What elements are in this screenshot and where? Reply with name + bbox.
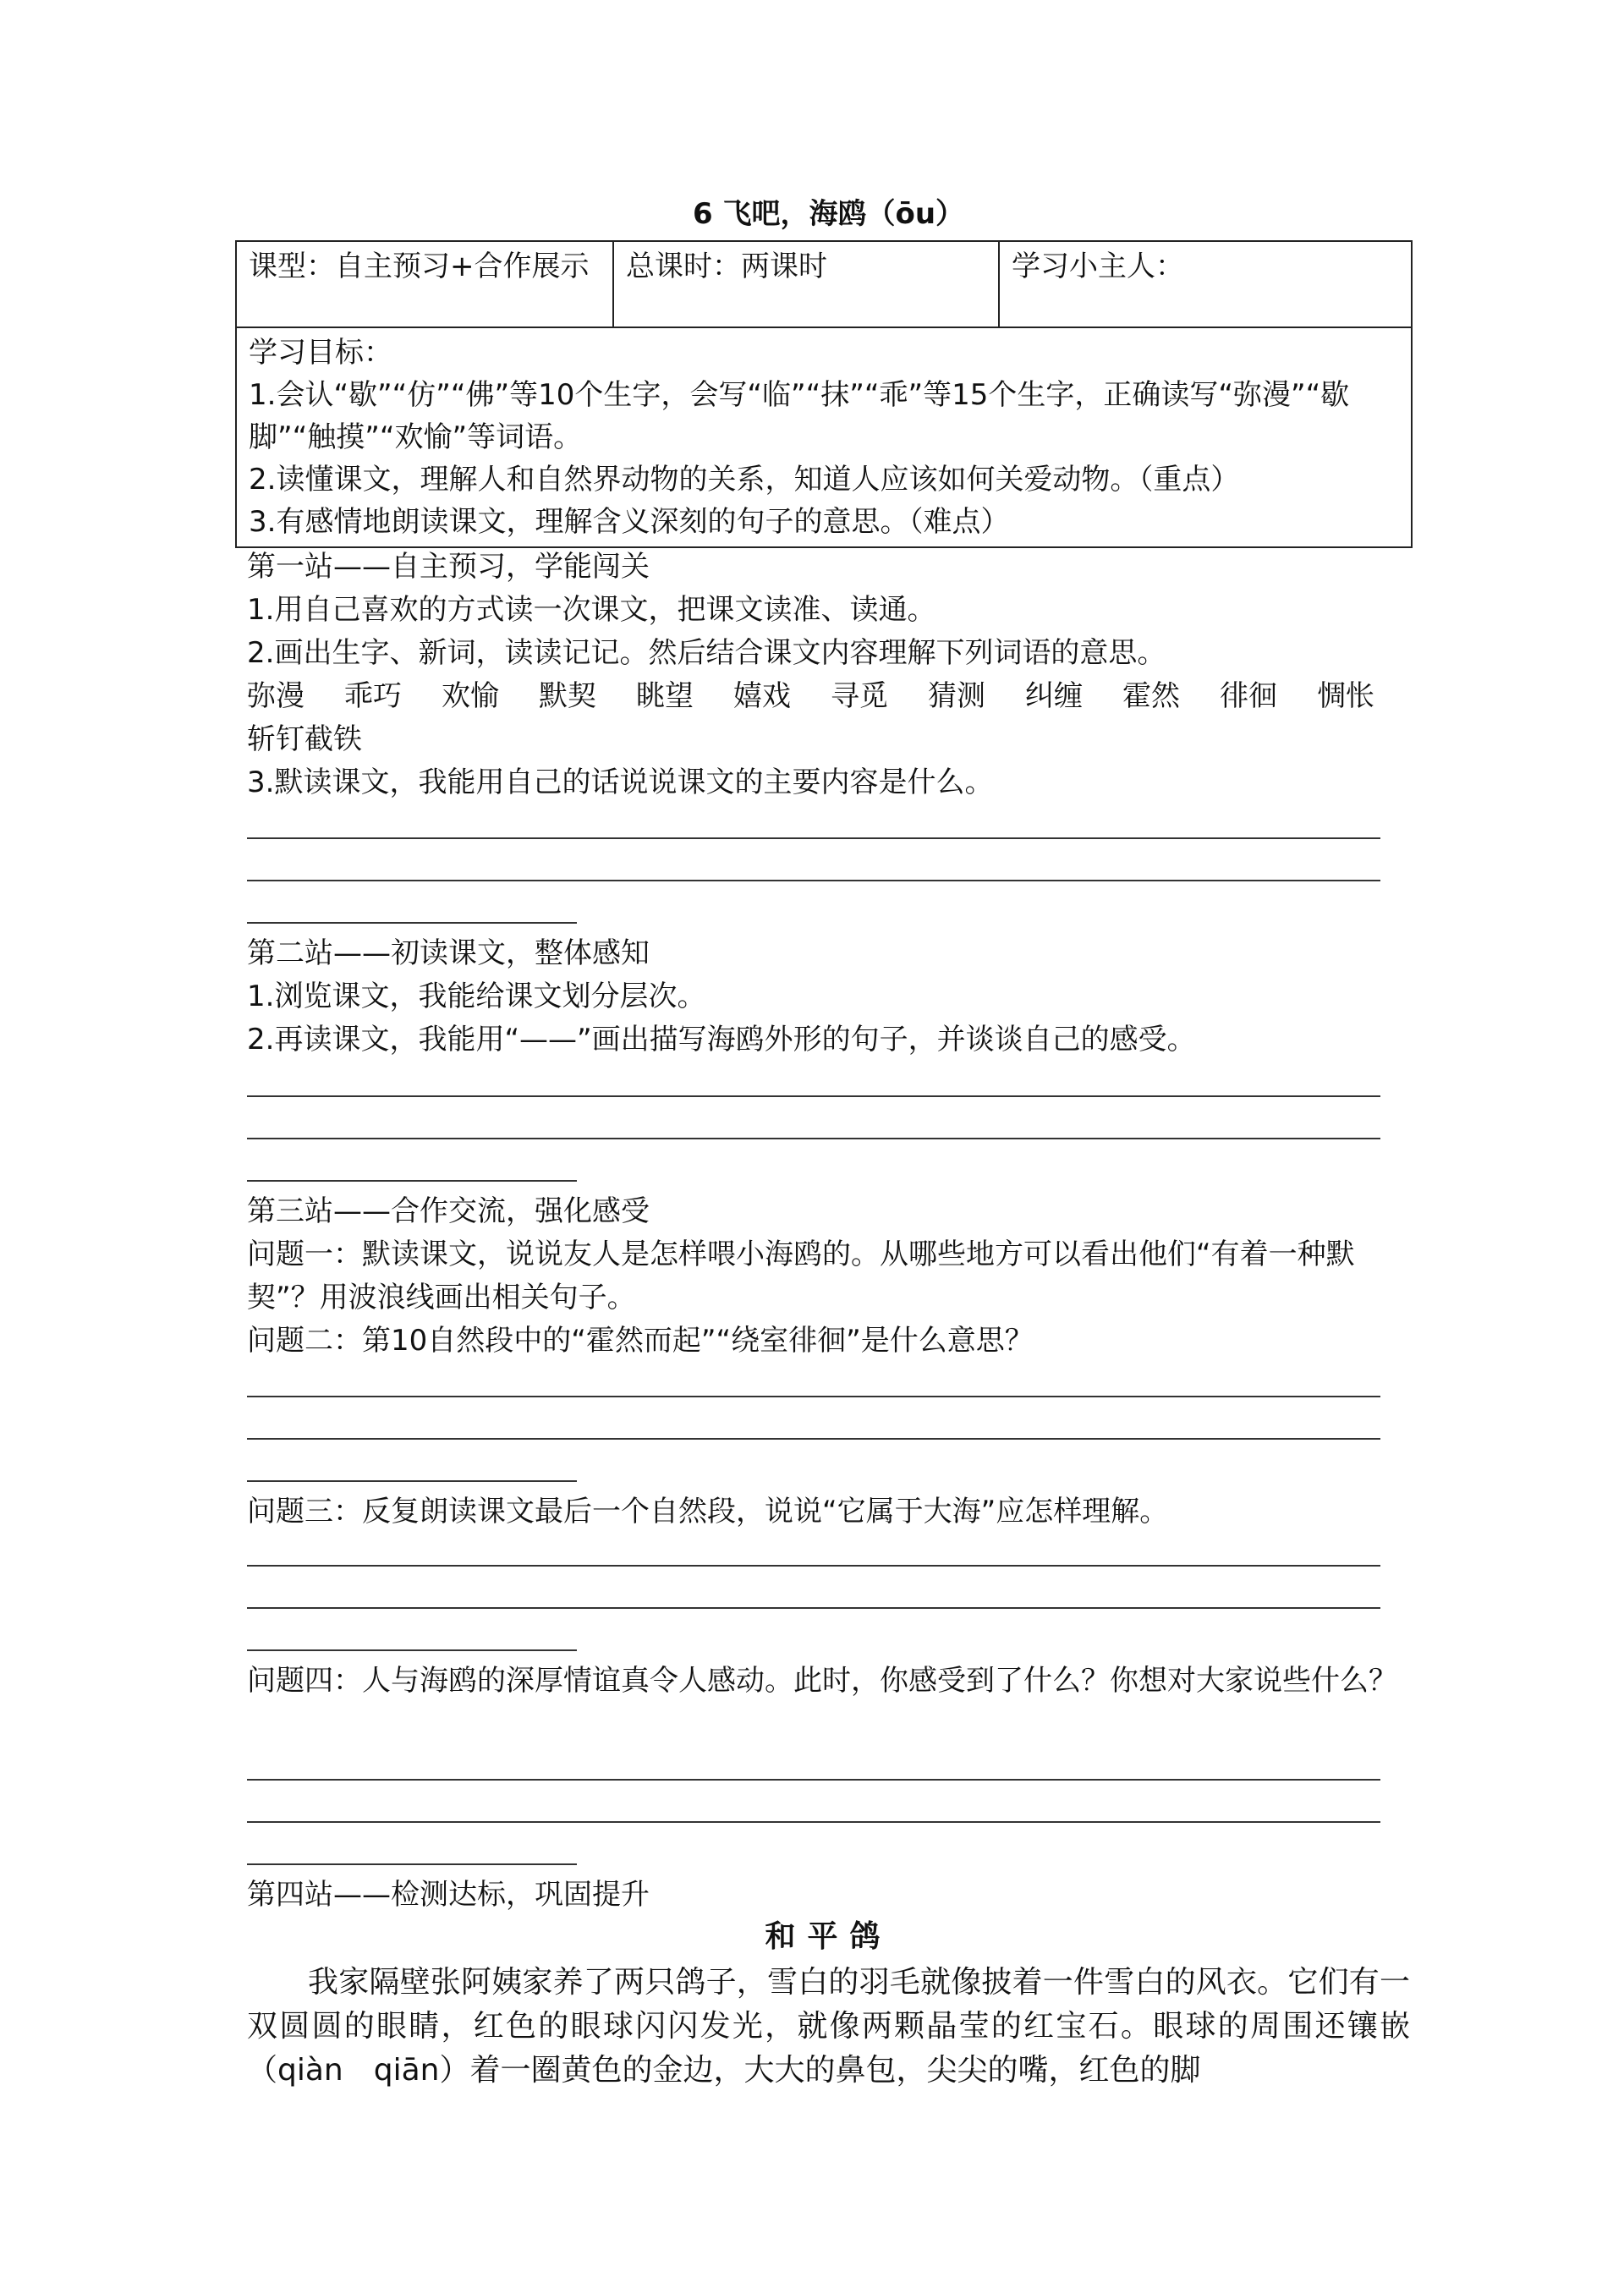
answer-line[interactable] xyxy=(247,1095,1380,1097)
station-3 xyxy=(247,1190,1410,1363)
learning-goals-cell xyxy=(236,327,1412,547)
station-2-heading: 第二站——初读课文，整体感知 xyxy=(247,936,650,970)
station-1-heading: 第一站——自主预习，学能闯关 xyxy=(247,550,650,584)
story-paragraph: 我家隔壁张阿姨家养了两只鸽子，雪白的羽毛就像披着一件雪白的风衣。它们有一双圆圆的眼睛，红色的眼球闪闪发光，就像两颗晶莹的红宝石。眼球的周围还镶嵌（qiàn qiān）着一圈黄色的金边，大大的鼻包，尖尖的嘴，红色的脚 xyxy=(247,1965,1410,2088)
station-1 xyxy=(247,546,1410,804)
lesson-title: 6 飞吧，海鸥（ōu） xyxy=(692,197,965,231)
answer-line[interactable] xyxy=(247,837,1380,839)
question-3-block xyxy=(247,1490,1410,1534)
answer-line[interactable] xyxy=(247,1779,1380,1781)
total-hours-cell: 总课时：两课时 xyxy=(613,241,999,327)
vocab-word: 猜测 xyxy=(928,679,985,713)
vocab-word: 惆怅 xyxy=(1317,679,1374,713)
vocab-word: 寻觅 xyxy=(831,679,888,713)
section-divider xyxy=(247,922,577,924)
vocab-word: 默契 xyxy=(539,679,596,713)
station-1-item: 1.用自己喜欢的方式读一次课文，把课文读准、读通。 xyxy=(247,593,936,627)
station-1-item: 2.画出生字、新词，读读记记。然后结合课文内容理解下列词语的意思。 xyxy=(247,636,1166,670)
vocab-word: 欢愉 xyxy=(442,679,499,713)
station-4 xyxy=(247,1874,1410,1917)
vocab-word: 霍然 xyxy=(1122,679,1180,713)
answer-line[interactable] xyxy=(247,1607,1380,1609)
answer-line[interactable] xyxy=(247,1396,1380,1397)
station-1-item: 3.默读课文，我能用自己的话说说课文的主要内容是什么。 xyxy=(247,766,994,799)
answer-line[interactable] xyxy=(247,880,1380,881)
question-4: 问题四：人与海鸥的深厚情谊真令人感动。此时，你感受到了什么？你想对大家说些什么？ xyxy=(247,1664,1397,1698)
station-3-heading: 第三站——合作交流，强化感受 xyxy=(247,1194,650,1228)
story-title: 和平鸽 xyxy=(765,1919,892,1954)
section-divider xyxy=(247,1480,577,1482)
answer-line[interactable] xyxy=(247,1138,1380,1139)
vocab-word: 弥漫 xyxy=(247,679,304,713)
goals-heading: 学习目标： xyxy=(249,336,392,370)
vocab-word: 徘徊 xyxy=(1220,679,1277,713)
question-1: 问题一：默读课文，说说友人是怎样喂小海鸥的。从哪些地方可以看出他们“有着一种默契”？用波浪线画出相关句子。 xyxy=(247,1238,1355,1314)
section-divider xyxy=(247,1180,577,1182)
study-host-cell: 学习小主人： xyxy=(999,241,1412,327)
question-2: 问题二：第10自然段中的“霍然而起”“绕室徘徊”是什么意思？ xyxy=(247,1324,1034,1358)
section-divider xyxy=(247,1863,577,1865)
vocab-word: 嬉戏 xyxy=(733,679,791,713)
vocab-word: 眺望 xyxy=(636,679,694,713)
station-2-item: 2.再读课文，我能用“——”画出描写海鸥外形的句子，并谈谈自己的感受。 xyxy=(247,1023,1196,1056)
lesson-info-table xyxy=(235,240,1413,548)
goal-item: 3.有感情地朗读课文，理解含义深刻的句子的意思。（难点） xyxy=(249,505,1010,539)
section-divider xyxy=(247,1649,577,1651)
goal-item: 1.会认“歇”“仿”“佛”等10个生字，会写“临”“抹”“乖”等15个生字，正确读写“弥漫”“歇脚”“触摸”“欢愉”等词语。 xyxy=(249,378,1350,454)
station-4-heading: 第四站——检测达标，巩固提升 xyxy=(247,1878,650,1912)
lesson-type-cell: 课型：自主预习+合作展示 xyxy=(236,241,613,327)
station-2-item: 1.浏览课文，我能给课文划分层次。 xyxy=(247,980,706,1013)
answer-line[interactable] xyxy=(247,1438,1380,1440)
answer-line[interactable] xyxy=(247,1821,1380,1823)
vocab-word: 斩钉截铁 xyxy=(247,722,362,756)
answer-line[interactable] xyxy=(247,1565,1380,1567)
goal-item: 2.读懂课文，理解人和自然界动物的关系，知道人应该如何关爱动物。（重点） xyxy=(249,463,1240,497)
station-2 xyxy=(247,932,1410,1062)
vocab-word: 乖巧 xyxy=(344,679,402,713)
question-3: 问题三：反复朗读课文最后一个自然段，说说“它属于大海”应怎样理解。 xyxy=(247,1495,1169,1528)
vocab-list xyxy=(247,675,1410,761)
vocab-word: 纠缠 xyxy=(1025,679,1083,713)
question-4-block xyxy=(247,1660,1410,1703)
